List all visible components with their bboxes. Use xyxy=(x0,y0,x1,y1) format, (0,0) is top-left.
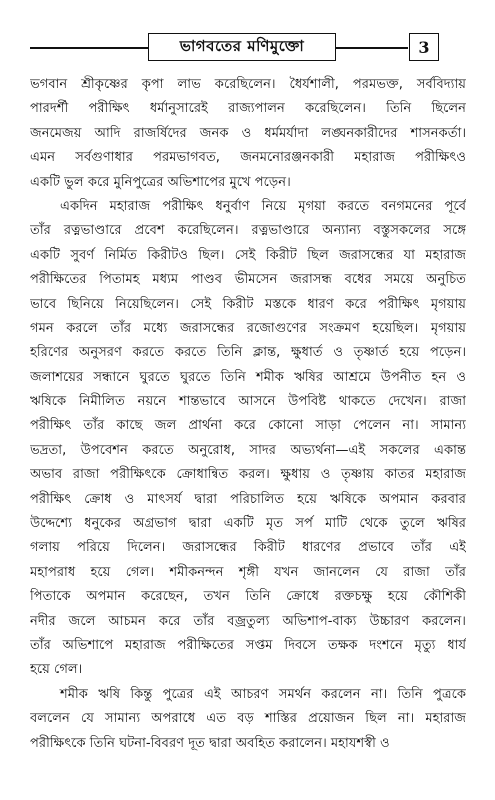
text-line: একটি সুবর্ণ নির্মিত কিরীটও ছিল। সেই কিরীট ছিল জরাসন্ধের যা মহারাজ xyxy=(30,247,466,263)
text-line: তাঁর অভিশাপে মহারাজ পরীক্ষিতের সপ্তম দিবসে তক্ষক দংশনে মৃত্যু ধার্য xyxy=(30,637,466,653)
body-text xyxy=(30,73,466,756)
text-line: ভাবে ছিনিয়ে নিয়েছিলেন। সেই কিরীট মস্তকে ধারণ করে পরীক্ষিৎ মৃগয়ায় xyxy=(30,296,466,312)
text-line: এমন সর্বগুণাধার পরমভাগবত, জনমনোরঞ্জনকারী মহারাজ পরীক্ষিৎও xyxy=(30,150,466,166)
text-line: একটি ভুল করে মুনিপুত্রের অভিশাপের মুখে পড়েন। xyxy=(30,174,291,190)
header-rule-right xyxy=(336,47,408,49)
paragraph xyxy=(30,683,466,756)
text-line: পরীক্ষিৎকে তিনি ঘটনা-বিবরণ দূত দ্বারা অবহিত করালেন। মহাযশস্বী ও xyxy=(30,735,390,751)
text-line: জলাশয়ের সন্ধানে ঘুরতে ঘুরতে তিনি শমীক ঋষির আশ্রমে উপনীত হন ও xyxy=(30,369,466,385)
text-line: ভগবান শ্রীকৃষ্ণের কৃপা লাভ করেছিলেন। ধৈর্যশালী, পরমভক্ত, সর্ববিদ্যায় xyxy=(30,77,466,92)
text-line: তাঁর রত্নভাণ্ডারে প্রবেশ করেছিলেন। রত্নভাণ্ডারে অন্যান্য বস্তুসকলের সঙ্গে xyxy=(30,223,466,239)
text-line: পরীক্ষিৎ তাঁর কাছে জল প্রার্থনা করে কোনো সাড়া পেলেন না। সামান্য xyxy=(30,418,466,434)
page-header xyxy=(0,0,495,74)
text-line: একদিন মহারাজ পরীক্ষিৎ ধনুর্বাণ নিয়ে মৃগয়া করতে বনগমনের পূর্বে xyxy=(60,198,466,214)
text-line: পিতাকে অপমান করেছেন, তখন তিনি ক্রোধে রক্তচক্ষু হয়ে কৌশিকী xyxy=(30,589,466,605)
text-line: শমীক ঋষি কিন্তু পুত্রের এই আচরণ সমর্থন করলেন না। তিনি পুত্রকে xyxy=(60,686,466,702)
text-line: মহাপরাধ হয়ে গেল। শমীকনন্দন শৃঙ্গী যখন জানলেন যে রাজা তাঁর xyxy=(30,564,466,580)
text-line: পরীক্ষিতের পিতামহ মধ্যম পাণ্ডব ভীমসেন জরাসন্ধ বধের সময়ে অনুচিত xyxy=(30,272,466,288)
text-line: পরীক্ষিৎ ক্রোধ ও মাৎসর্য দ্বারা পরিচালিত হয়ে ঋষিকে অপমান করবার xyxy=(30,491,466,507)
text-line: উদ্দেশ্যে ধনুকের অগ্রভাগ দ্বারা একটি মৃত সর্প মাটি থেকে তুলে ঋষির xyxy=(30,516,466,532)
text-line: জনমেজয় আদি রাজর্ষিদের জনক ও ধর্মমর্যাদা লঙ্ঘনকারীদের শাসনকর্তা। xyxy=(30,125,466,141)
running-title: ভাগবতের মণিমুক্তো xyxy=(148,33,336,61)
text-line: নদীর জলে আচমন করে তাঁর বজ্রতুল্য অভিশাপ-বাক্য উচ্চারণ করলেন। xyxy=(30,613,466,629)
text-line: হয়ে গেল। xyxy=(30,662,83,678)
text-line: ঋষিকে নিমীলিত নয়নে শান্তভাবে আসনে উপবিষ্ট থাকতে দেখেন। রাজা xyxy=(30,394,466,410)
paragraph xyxy=(30,73,466,195)
text-line: গলায় পরিয়ে দিলেন। জরাসন্ধের কিরীট ধারণের প্রভাবে তাঁর এই xyxy=(30,540,466,556)
text-line: পারদর্শী পরীক্ষিৎ ধর্মানুসারেই রাজ্যপালন করেছিলেন। তিনি ছিলেন xyxy=(30,101,466,117)
header-rule-left xyxy=(30,47,148,49)
text-line: গমন করলে তাঁর মধ্যে জরাসন্ধের রজোগুণের সংক্রমণ হয়েছিল। মৃগয়ায় xyxy=(30,320,466,336)
text-line: অভাব রাজা পরীক্ষিৎকে ক্রোধান্বিত করল। ক্ষুধায় ও তৃষ্ণায় কাতর মহারাজ xyxy=(30,467,466,483)
text-line: হরিণের অনুসরণ করতে করতে তিনি ক্লান্ত, ক্ষুধার্ত ও তৃষ্ণার্ত হয়ে পড়েন। xyxy=(30,345,466,361)
text-line: বললেন যে সামান্য অপরাধে এত বড় শাস্তির প্রয়োজন ছিল না। মহারাজ xyxy=(30,711,466,727)
page-number: 3 xyxy=(409,33,439,61)
paragraph xyxy=(30,195,466,683)
text-line: ভদ্রতা, উপবেশন করতে অনুরোধ, সাদর অভ্যর্থনা—এই সকলের একান্ত xyxy=(30,442,466,458)
